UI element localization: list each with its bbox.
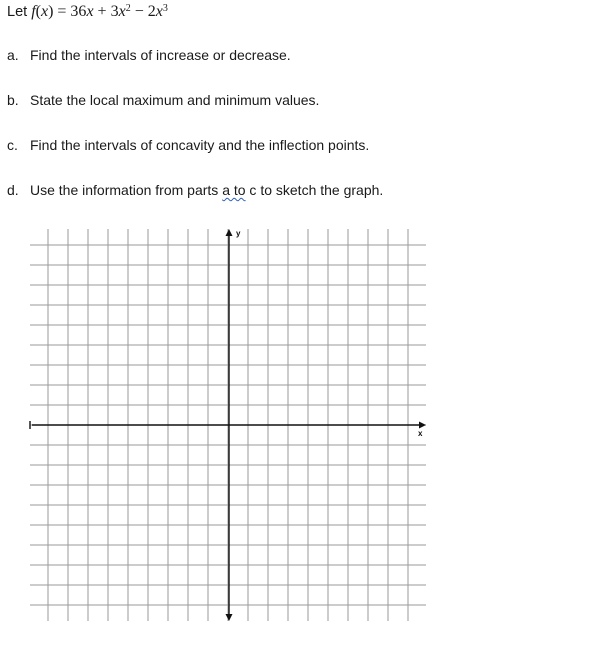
question-letter: a. <box>7 47 19 63</box>
x-axis-arrow-right <box>419 422 426 429</box>
y-axis-arrow-up <box>226 229 233 236</box>
question-letter: b. <box>7 92 19 108</box>
header-prefix: Let <box>7 4 32 20</box>
question-letter: c. <box>7 137 18 153</box>
question-text: State the local maximum and minimum values. <box>30 92 320 108</box>
spellcheck-marked-text: a to <box>222 182 246 198</box>
question-text: Find the intervals of increase or decrease. <box>30 47 291 63</box>
question-text-before: Use the information from parts <box>30 182 223 198</box>
question-letter: d. <box>7 182 19 198</box>
question-text-after: c to sketch the graph. <box>245 182 384 198</box>
y-axis-label: y <box>236 229 241 238</box>
question-text: Find the intervals of concavity and the inflection points. <box>30 137 370 153</box>
x-axis-label: x <box>418 429 423 438</box>
y-axis-arrow-down <box>226 614 233 621</box>
function-expression: $f(x) = 36x + 3x^2 - 2x^3$ <box>31 3 168 20</box>
